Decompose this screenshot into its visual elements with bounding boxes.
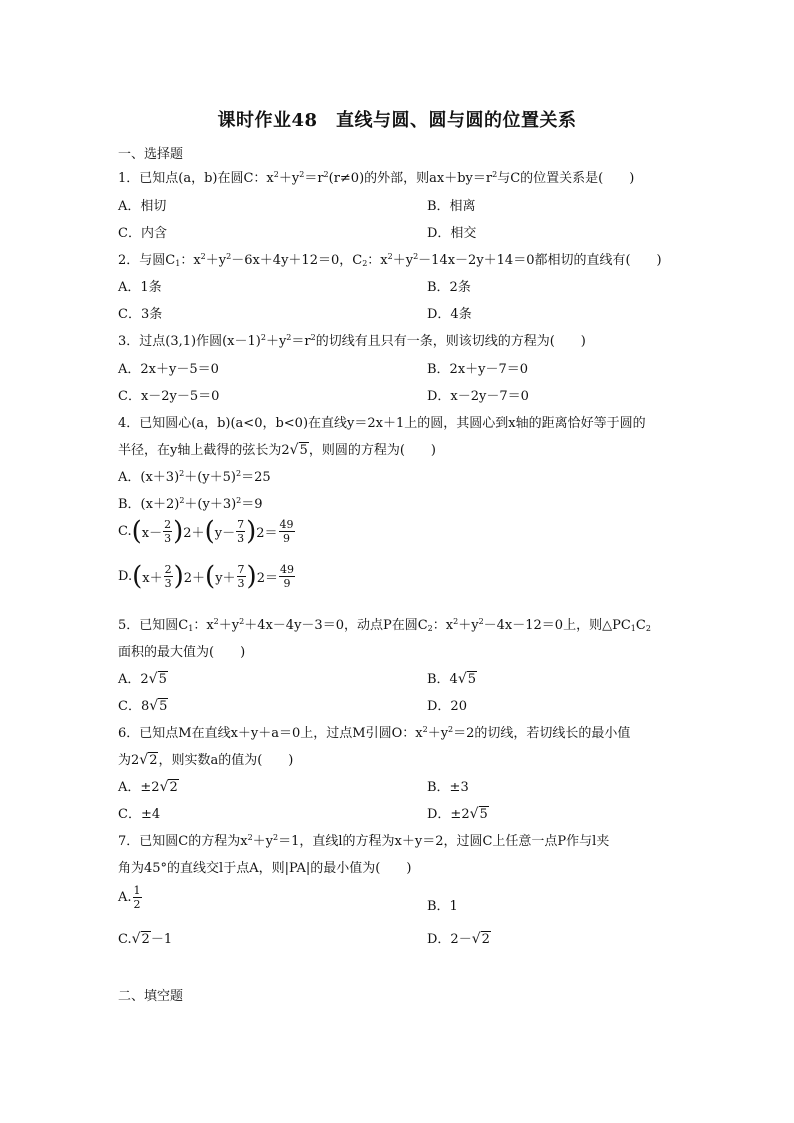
q3-option-c: C．x－2y－5＝0 — [118, 389, 220, 404]
question-3: 3．过点(3,1)作圆$(x-1)^2+y^2=r^2$的切线有且只有一条，则该切线的方程为( ) — [118, 333, 586, 349]
q2-option-b: B．2条 — [427, 280, 471, 295]
q5-option-a: A．2√5 — [118, 671, 167, 687]
q6-option-b: B．±3 — [427, 780, 469, 795]
q1-option-c: C．内含 — [118, 226, 167, 241]
question-6-line-1: 6．已知点M在直线x＋y＋a＝0上，过点M引圆O：$x^2+y^2=2$的切线，若切线长的最小值 — [118, 725, 631, 741]
section-fill-heading: 二、填空题 — [118, 989, 184, 1004]
q6-option-a: A．±2√2 — [118, 779, 178, 795]
q7-option-b: B．1 — [427, 899, 458, 914]
q4-option-a: A．$(x+3)^2+(y+5)^2=25$ — [118, 469, 271, 485]
question-7-line-2: 角为45°的直线交l于点A，则|PA|的最小值为( ) — [118, 861, 412, 876]
q6-option-d: D．±2√5 — [427, 806, 488, 822]
q6-option-c: C．±4 — [118, 807, 161, 822]
question-5-line-2: 面积的最大值为( ) — [118, 645, 246, 660]
q5-option-d: D．20 — [427, 699, 467, 714]
q4-option-d: D.(x＋ $\frac{2}{3}$ )2＋(y＋ $\frac{7}{3}$ )2＝ $\frac{49}{9}$ — [118, 561, 294, 592]
q1-option-a: A．相切 — [118, 199, 167, 214]
q4-option-b: B．$(x+2)^2+(y+3)^2=9$ — [118, 496, 263, 512]
q7-option-a: A. $\frac{1}{2}$ — [118, 884, 141, 911]
q1-option-d: D．相交 — [427, 226, 477, 241]
question-2: 2．与圆$C_1$：$x^2+y^2-6x+4y+12=0$，$C_2$：$x^2+y^2-14x-2y+14=0$都相切的直线有( ) — [118, 252, 662, 268]
q2-option-a: A．1条 — [118, 280, 162, 295]
section-choice-heading: 一、选择题 — [118, 147, 184, 162]
question-4-line-2: 半径，在y轴上截得的弦长为2√5，则圆的方程为( ) — [118, 442, 436, 458]
q4-option-c: C.(x－ $\frac{2}{3}$ )2＋(y－ $\frac{7}{3}$ )2＝ $\frac{49}{9}$ — [118, 516, 294, 547]
question-5-line-1: 5．已知圆$C_1$：$x^2+y^2+4x-4y-3=0$，动点P在圆$C_2$：$x^2+y^2-4x-12=0$上，则$\triangle PC_1C_2$ — [118, 617, 651, 633]
q5-option-b: B．4√5 — [427, 671, 477, 687]
question-4-line-1: 4．已知圆心(a，b)(a<0，b<0)在直线y＝2x＋1上的圆，其圆心到x轴的距离恰好等于圆的 — [118, 416, 646, 431]
q5-option-c: C．8√5 — [118, 698, 168, 714]
q3-option-d: D．x－2y－7＝0 — [427, 389, 529, 404]
q7-option-d: D．2－√2 — [427, 931, 490, 947]
q2-option-d: D．4条 — [427, 307, 472, 322]
q2-option-c: C．3条 — [118, 307, 163, 322]
q3-option-b: B．2x＋y－7＝0 — [427, 362, 529, 377]
q1-option-b: B．相离 — [427, 199, 476, 214]
question-7-line-1: 7．已知圆C的方程为$x^2+y^2=1$，直线l的方程为x＋y＝2，过圆C上任意一点P作与l夹 — [118, 833, 610, 849]
sqrt-symbol: √5 — [289, 442, 308, 458]
question-6-line-2: 为2√2，则实数a的值为( ) — [118, 752, 294, 768]
q7-option-c: C.√2－1 — [118, 931, 173, 947]
question-1: 1．已知点(a，b)在圆C：$x^2+y^2=r^2(r\ne 0)$的外部，则$ax+by=r^2$与C的位置关系是( ) — [118, 170, 635, 186]
q3-option-a: A．2x＋y－5＝0 — [118, 362, 219, 377]
page-title: 课时作业48 直线与圆、圆与圆的位置关系 — [217, 110, 577, 131]
